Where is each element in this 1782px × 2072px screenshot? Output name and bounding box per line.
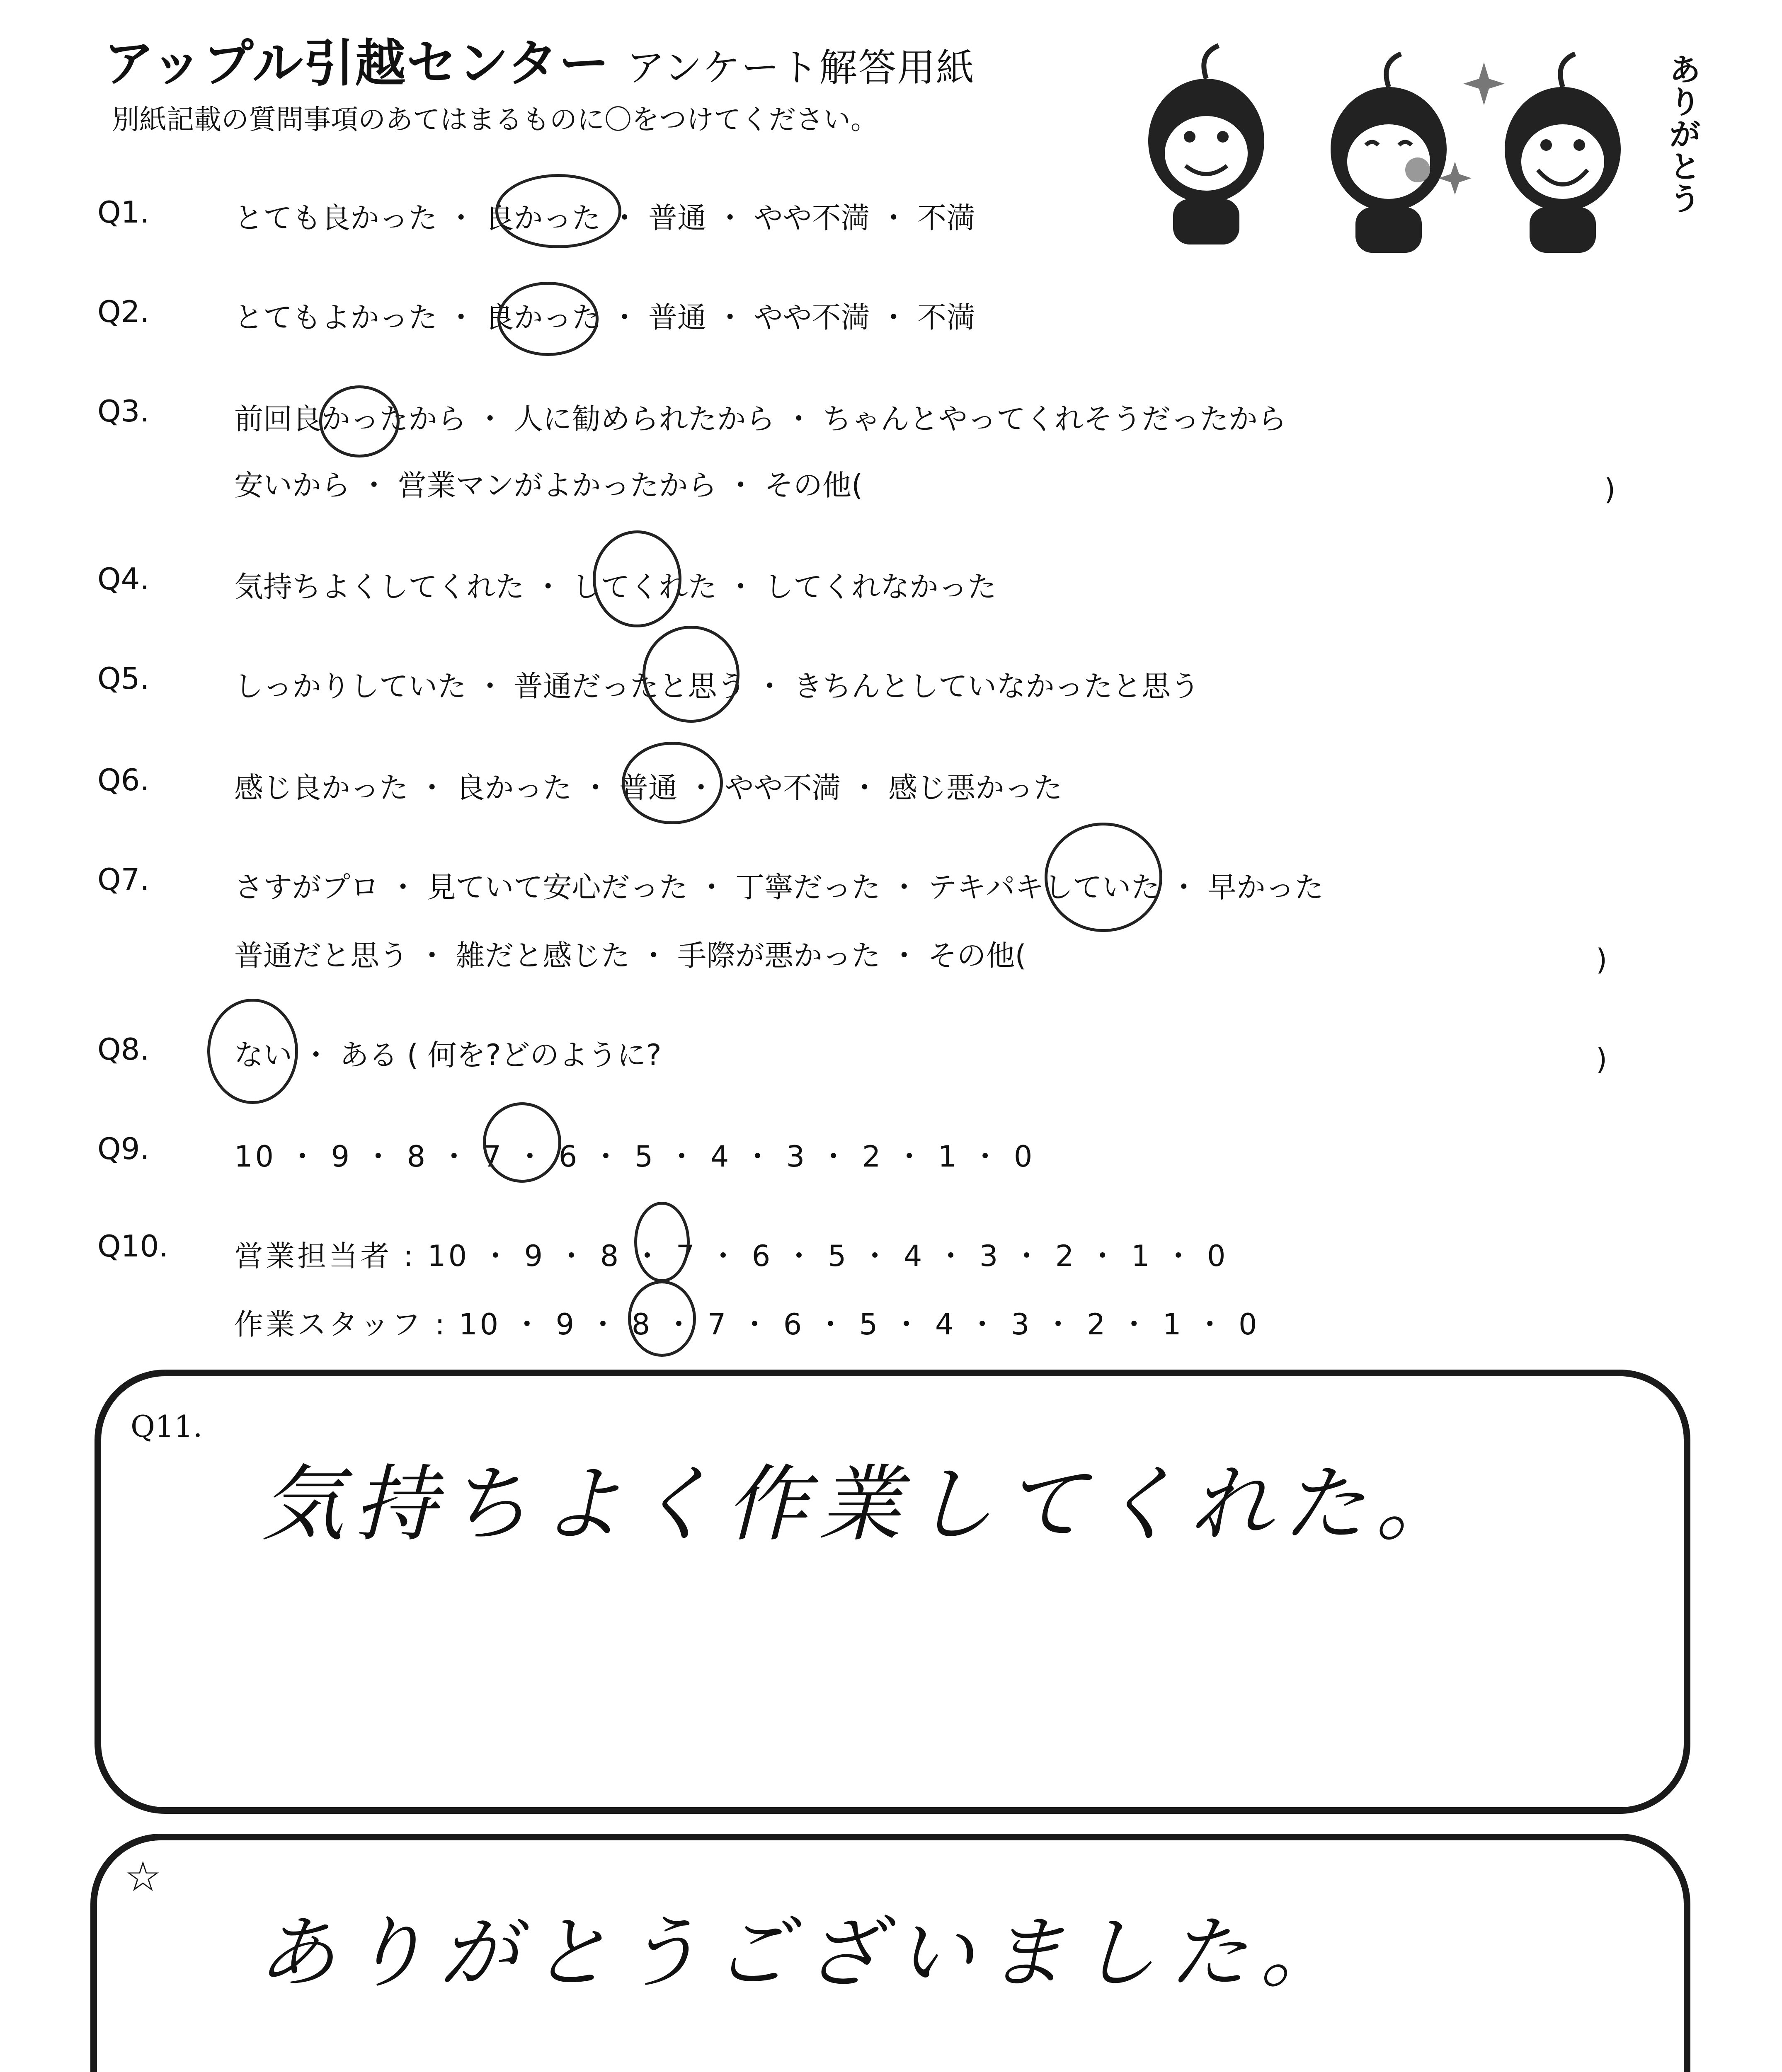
q8-options: ない ・ ある ( 何を?どのように? (234, 1038, 662, 1072)
monkey-2-icon (1331, 54, 1447, 253)
monkey-1-icon (1148, 46, 1264, 244)
q1-label: Q1. (97, 195, 150, 230)
company-name: アップル引越センター (104, 34, 610, 93)
q7-options-line1: さすがプロ ・ 見ていて安心だった ・ 丁寧だった ・ テキパキしていた ・ 早かった (234, 870, 1324, 904)
q11-answer-box (95, 1370, 1690, 1814)
q3-label: Q3. (97, 394, 150, 428)
q7-label: Q7. (97, 862, 150, 897)
q1-options: とても良かった ・ 良かった ・ 普通 ・ やや不満 ・ 不満 (234, 201, 976, 235)
q5-options: しっかりしていた ・ 普通だったと思う ・ きちんとしていなかったと思う (234, 669, 1200, 703)
q8-close-paren: ) (1596, 1042, 1607, 1076)
q3-selection-circle (319, 385, 400, 457)
q11-handwritten-answer: 気持ちよく作業してくれた。 (261, 1456, 1469, 1553)
q9-selection-circle (483, 1102, 561, 1183)
q11-label: Q11. (131, 1409, 203, 1444)
q8-label: Q8. (97, 1032, 150, 1067)
mascot-thanks-text: ありがとう (1670, 52, 1700, 217)
q10-sales-selection-circle (634, 1202, 690, 1282)
q1-selection-circle (495, 174, 621, 248)
q2-label: Q2. (97, 294, 150, 329)
q10-staff-selection-circle (628, 1280, 696, 1357)
company-title (104, 23, 975, 95)
monkey-3-icon (1505, 54, 1621, 253)
q6-selection-circle (622, 742, 723, 824)
q2-selection-circle (497, 282, 599, 356)
q7-close-paren: ) (1596, 943, 1607, 977)
q10-sales-options: 営業担当者 : 10 ・ 9 ・ 8 ・ 7 ・ 6 ・ 5 ・ 4 ・ 3 ・ 2 ・ 1 ・ 0 (234, 1239, 1228, 1273)
q7-selection-circle (1045, 823, 1162, 932)
q7-options-line2: 普通だと思う ・ 雑だと感じた ・ 手際が悪かった ・ その他( (234, 939, 1026, 973)
instructions: 別紙記載の質問事項のあてはまるものに〇をつけてください。 (112, 104, 878, 136)
q6-options: 感じ良かった ・ 良かった ・ 普通 ・ やや不満 ・ 感じ悪かった (234, 771, 1063, 805)
q4-selection-circle (593, 530, 681, 627)
q10-label: Q10. (97, 1229, 169, 1264)
q9-label: Q9. (97, 1131, 150, 1166)
q6-label: Q6. (97, 762, 150, 797)
q3-options-line1: 前回良かったから ・ 人に勧められたから ・ ちゃんとやってくれそうだったから (234, 402, 1287, 436)
q2-options: とてもよかった ・ 良かった ・ 普通 ・ やや不満 ・ 不満 (234, 300, 976, 334)
q4-options: 気持ちよくしてくれた ・ してくれた ・ してくれなかった (234, 570, 997, 604)
sparkle-icon (1438, 62, 1505, 195)
q3-close-paren: ) (1604, 472, 1616, 506)
comment-handwritten-answer: ありがとうございました。 (257, 1907, 1352, 1999)
q5-label: Q5. (97, 661, 150, 696)
q9-options: 10 ・ 9 ・ 8 ・ 7 ・ 6 ・ 5 ・ 4 ・ 3 ・ 2 ・ 1 ・ 0 (234, 1140, 1035, 1174)
q10-staff-options: 作業スタッフ : 10 ・ 9 ・ 8 ・ 7 ・ 6 ・ 5 ・ 4 ・ 3 ・ 2 ・ 1 ・ 0 (234, 1307, 1260, 1341)
q8-selection-circle (207, 999, 298, 1104)
q4-label: Q4. (97, 562, 150, 596)
q5-selection-circle (642, 626, 739, 723)
star-icon: ☆ (124, 1852, 162, 1901)
form-title: アンケート解答用紙 (626, 46, 975, 90)
q3-options-line2: 安いから ・ 営業マンがよかったから ・ その他( (234, 468, 863, 502)
mascot-monkeys-illustration (1136, 37, 1683, 253)
